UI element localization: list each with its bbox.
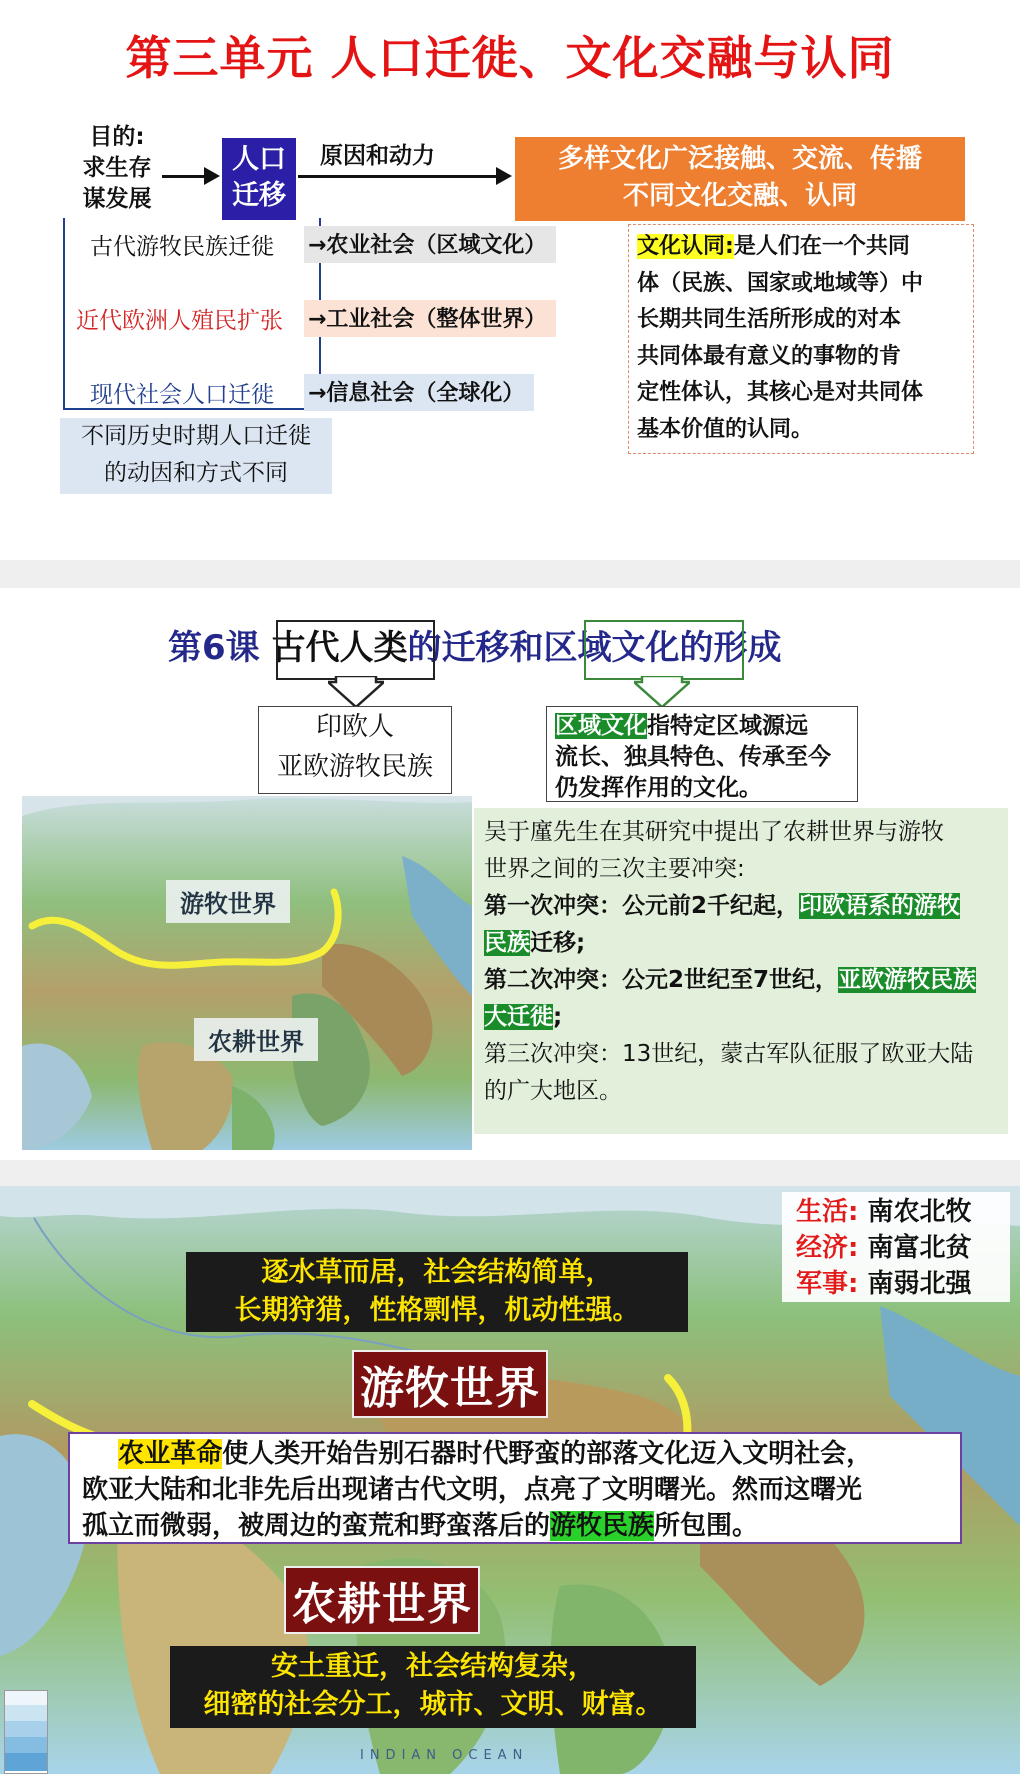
era-contemporary: 现代社会人口迁徙 [90,382,274,408]
nomadic-world-badge: 游牧世界 [352,1350,548,1418]
summary-economy-key: 经济: [796,1233,859,1263]
keyword-1-pointer [328,676,384,708]
conflict-2-tail: ; [553,1004,563,1030]
definition-line-3: 长期共同生活所形成的对本 [637,307,902,332]
definition-line-6: 基本价值的认同。 [637,416,814,442]
summary-economy-value: 南富北贫 [867,1233,972,1263]
conflict-1 [484,888,1002,925]
era-ancient: 古代游牧民族迁徙 [90,234,274,260]
difference-note-line-2: 的动因和方式不同 [104,460,288,486]
farming-traits-line-2: 细密的社会分工，城市、文明、财富。 [203,1689,663,1720]
migration-line-1: 人口 [232,144,286,175]
indo-european-box [258,706,452,794]
para-line-1-rest: 使人类开始告别石器时代野蛮的部落文化迈入文明社会， [222,1439,873,1469]
migration-line-2: 迁移 [232,180,286,211]
summary-life-key: 生活: [796,1197,859,1227]
farming-traits-box [170,1646,696,1728]
difference-note [60,418,332,494]
society-industrial: →工业社会（整体世界） [304,300,556,337]
para-line-1 [82,1436,960,1472]
outcome-line-1: 多样文化广泛接触、交流、传播 [557,144,922,174]
keyword-1-frame [276,620,435,680]
wu-intro-line-2: 世界之间的三次主要冲突: [484,856,745,882]
definition-line-2: 体（民族、国家或地域等）中 [637,270,924,296]
purpose-arrow-line [162,175,206,178]
para-line-2: 欧亚大陆和北非先后出现诸古代文明，点亮了文明曙光。然而这曙光 [82,1475,863,1505]
slide-separator-1 [0,560,1020,588]
keyword-2-frame [584,620,744,680]
migration-box [222,138,296,220]
purpose-line-1: 求生存 [82,155,152,181]
conflict-3-line-1: 第三次冲突：13世纪，蒙古军队征服了欧亚大陆 [484,1041,974,1067]
definition-line-5: 定性体认，其核心是对共同体 [637,380,924,405]
purpose-label: 目的: [89,124,145,150]
map-label-farming-world: 农耕世界 [194,1018,318,1061]
cause-arrow-head [496,167,512,185]
para-line-3 [82,1508,960,1544]
conflict-2-highlight-a: 亚欧游牧民族 [838,967,977,993]
society-information: →信息社会（全球化） [304,374,534,411]
definition-term: 文化认同: [637,234,734,259]
lesson-title-prefix: 第6课 [168,628,272,668]
conflict-1-highlight-a: 印欧语系的游牧 [799,893,961,919]
conflict-1-tail: 迁移; [530,930,586,956]
para-line-3-b: 所包围。 [654,1511,759,1541]
wu-intro-line-1: 吴于廑先生在其研究中提出了农耕世界与游牧 [484,819,944,845]
unit-title: 第三单元 人口迁徙、文化交融与认同 [125,31,895,85]
para-highlight-agri-revolution: 农业革命 [118,1439,223,1469]
para-highlight-nomads: 游牧民族 [550,1511,655,1541]
outcome-line-2: 不同文化交融、认同 [622,181,857,211]
summary-economy [796,1230,1010,1266]
ocean-label: INDIAN OCEAN [360,1748,529,1763]
regional-culture-definition [546,706,858,802]
summary-life-value: 南农北牧 [867,1197,972,1227]
nomadic-traits-line-2: 长期狩猎，性格剽悍，机动性强。 [234,1295,640,1326]
summary-military-value: 南弱北强 [867,1269,972,1299]
nomadic-traits-box [186,1252,688,1332]
regional-culture-line-2: 流长、独具特色、传承至今 [555,744,831,770]
lesson-title-suffix: 的形成 [679,628,782,668]
summary-military [796,1266,1010,1302]
conflict-1-highlight-b: 民族 [484,930,530,956]
regional-culture-line-1: 指特定区域源远 [647,713,808,739]
lesson-title-keyword-1: 古代人类 [271,628,408,668]
nomadic-traits-line-1: 逐水草而居，社会结构简单， [261,1257,613,1288]
eurasia-map-small [22,796,472,1150]
para-line-3-a: 孤立而微弱，被周边的蛮荒和野蛮落后的 [82,1511,551,1541]
regional-culture-line-3: 仍发挥作用的文化。 [555,775,762,801]
outcome-box [515,137,965,221]
cultural-identity-definition [628,224,974,454]
agricultural-revolution-paragraph [68,1432,962,1544]
lesson-title-middle: 的迁移和 [407,628,544,668]
era-modern-colonial: 近代欧洲人殖民扩张 [76,308,283,334]
conflict-1-lead: 第一次冲突：公元前2千纪起， [484,893,800,919]
society-agricultural: →农业社会（区域文化） [304,226,556,263]
map-label-nomadic-world: 游牧世界 [166,880,290,923]
conflict-3-line-2: 的广大地区。 [484,1078,622,1104]
conflict-2-cont [484,999,1002,1036]
slide-unit-overview [0,0,1020,560]
summary-military-key: 军事: [796,1269,859,1299]
conflict-1-cont [484,925,1002,962]
definition-line-1: 是人们在一个共同 [733,234,910,259]
conflict-2 [484,962,1002,999]
difference-note-line-1: 不同历史时期人口迁徙 [81,423,311,449]
definition-line-4: 共同体最有意义的事物的肯 [637,343,902,369]
wu-yujin-conflicts-panel [474,808,1008,1134]
cause-label: 原因和动力 [320,143,435,169]
cause-arrow-line [298,175,498,178]
conflict-2-highlight-b: 大迁徙 [484,1004,553,1030]
north-south-summary [782,1192,1010,1302]
purpose-line-2: 谋发展 [82,186,152,212]
conflict-2-lead: 第二次冲突：公元2世纪至7世纪， [484,967,839,993]
lesson-title-keyword-2: 区域文化 [543,628,680,668]
keyword-2-pointer [634,676,690,708]
indo-european-line-1: 印欧人 [315,712,394,742]
farming-world-badge: 农耕世界 [284,1566,480,1634]
purpose-arrow-head [204,167,220,185]
elevation-legend [4,1690,48,1774]
slide-separator-2 [0,1160,1020,1186]
purpose-block [62,122,172,215]
farming-traits-line-1: 安土重迁，社会结构复杂， [271,1651,595,1682]
regional-culture-term: 区域文化 [555,713,647,739]
eurasia-map-small-image [22,796,472,1150]
summary-life [796,1194,1010,1230]
indo-european-line-2: 亚欧游牧民族 [276,752,433,782]
